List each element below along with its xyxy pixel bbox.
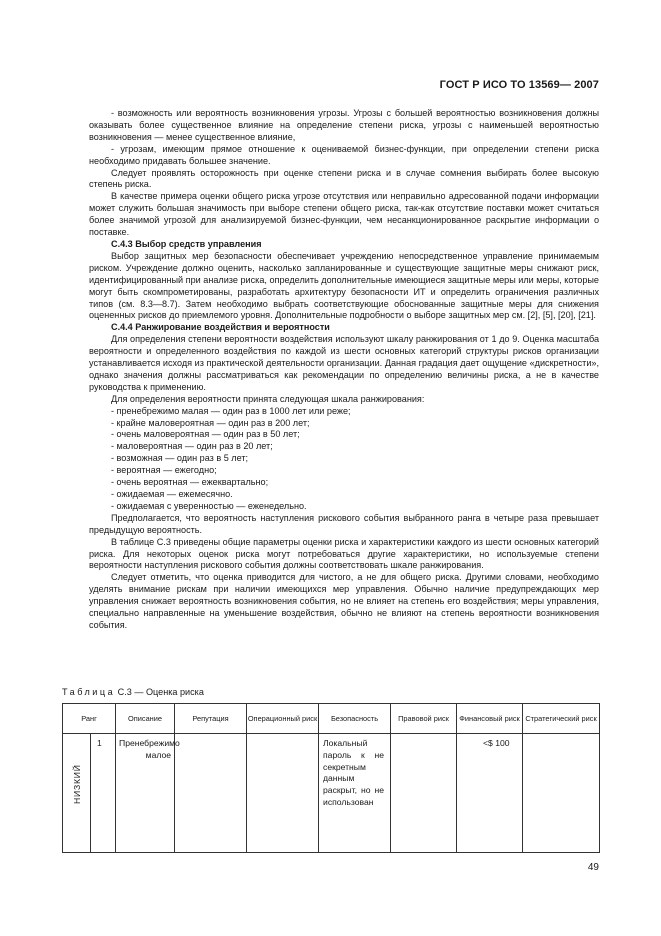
paragraph: Выбор защитных мер безопасности обеспечивает учреждению непосредственное управление принимаемым риском. Учреждение должно оценить, насколько запланированные и существующие защитные меры снижают риск, идентифицированный при анализе риска, определить дополнительные имеющиеся защитные меры или меры, которые могут быть скомпрометированы, разработать архитектуру безопасности ИТ и определить ограничения различных типов (см. 8.3—8.7). Затем необходимо выбрать соответствующие обоснованные защитные меры для снижения оцененных рисков до приемлемого уровня. Дополнительные подробности о выборе защитных мер см. [2], [5], [20], [21]. (89, 250, 599, 321)
paragraph: В качестве примера оценки общего риска угрозе отсутствия или неправильно адресованной подачи информации может служить большая значимость при выборе степени общего риска, так-как отсутствие поставки может считаться более значимой угрозой для анализируемой бизнес-функции, чем несанкционированное раскрытие информации о поставке. (89, 191, 599, 238)
description-value: Пренебрежимо малое (119, 738, 180, 760)
header-security: Безопасность (319, 704, 391, 734)
strategic-cell (523, 734, 600, 853)
security-cell (319, 734, 391, 853)
header-legal-risk: Правовой риск (391, 704, 457, 734)
body-text (89, 108, 599, 632)
scale-item: - очень маловероятная — один раз в 50 лет; (111, 429, 300, 440)
financial-value: <$ 100 (483, 738, 510, 748)
header-operational-risk: Операционный риск (247, 704, 319, 734)
scale-item: - маловероятная — один раз в 20 лет; (111, 441, 273, 452)
scale-item: - пренебрежимо малая — один раз в 1000 лет или реже; (111, 405, 351, 416)
scale-item: - очень вероятная — ежеквартально; (111, 477, 269, 488)
header-financial-risk: Финансовый риск (457, 704, 523, 734)
risk-level-label: НИЗКИЙ (71, 764, 82, 804)
operational-value (247, 734, 318, 738)
scale-item: - вероятная — ежегодно; (111, 465, 217, 476)
paragraph: - возможность или вероятность возникновения угрозы. Угрозы с большей вероятностью возникновения должны оказывать более существенное влияние на определение степени риска, угрозы с наименьшей вероятностью возникновения — менее существенное влияние, (89, 108, 599, 142)
rank-value: 1 (97, 738, 102, 748)
scale-item: - ожидаемая с уверенностью — еженедельно. (111, 500, 307, 511)
paragraph: Следует отметить, что оценка приводится для чистого, а не для общего риска. Другими словами, необходимо уделять внимание рискам при наличии имеющихся мер управления. Обычно наличие предупреждающих мер управления снижает вероятность возникновения события, но не влияет на степень его воздействия; меры управления, специально направленные на уменьшение воздействия, обычно не влияют на степень вероятности возникновения события. (89, 572, 599, 630)
document-header: ГОСТ Р ИСО ТО 13569— 2007 (439, 79, 599, 91)
description-cell (116, 734, 180, 853)
header-description: Описание (116, 704, 175, 734)
strategic-value (523, 734, 599, 738)
section-heading: С.4.3 Выбор средств управления (111, 238, 262, 249)
scale-item: - ожидаемая — ежемесячно. (111, 489, 233, 499)
header-rank: Ранг (63, 704, 116, 734)
table-caption-prefix: Таблица (62, 687, 116, 697)
level-cell (63, 734, 91, 853)
table-row (63, 734, 600, 853)
header-strategic-risk: Стратегический риск (523, 704, 600, 734)
paragraph: В таблице С.3 приведены общие параметры оценки риска и характеристики каждого из шести основных категорий риска. Для некоторых оценок риска могут потребоваться другие характеристики, но используемые степени вероятности наступления рискового события должны соответствовать шкале ранжирования. (89, 536, 599, 571)
legal-value (391, 734, 456, 738)
reputation-value (175, 734, 246, 738)
risk-assessment-table (62, 703, 600, 853)
table-caption (62, 687, 204, 697)
paragraph: - угрозам, имеющим прямое отношение к оцениваемой бизнес-функции, при определении степени риска необходимо придавать большее значение. (89, 143, 599, 166)
paragraph: Следует проявлять осторожность при оценке степени риска и в случае сомнения выбирать более высокую степень риска. (89, 167, 599, 190)
rank-cell (91, 734, 116, 853)
financial-cell (457, 734, 523, 853)
reputation-cell (175, 734, 247, 853)
paragraph: Для определения степени вероятности воздействия используют шкалу ранжирования от 1 до 9. Оценка масштаба вероятности и определенного воздействия по каждой из шести основных категорий структуры рисков организации устанавливается исходя из практической деятельности организации. Данная градация дает ощущение «дискретности», однако значения должны рассматриваться как рекомендации по определению величины риска, а не в качестве руководства к применению. (89, 334, 599, 392)
scale-item: - возможная — один раз в 5 лет; (111, 453, 249, 464)
paragraph: Для определения вероятности принята следующая шкала ранжирования: (111, 393, 425, 404)
table-caption-title: С.3 — Оценка риска (115, 687, 204, 697)
scale-item: - крайне маловероятная — один раз в 200 лет; (111, 417, 310, 428)
section-heading: С.4.4 Ранжирование воздействия и вероятности (111, 322, 330, 333)
table-header-row (63, 704, 600, 734)
security-value: Локальный пароль к не секретным данным раскрыт, но не использован (323, 738, 385, 807)
operational-cell (247, 734, 319, 853)
page-number: 49 (587, 862, 599, 873)
header-reputation: Репутация (175, 704, 247, 734)
legal-cell (391, 734, 457, 853)
paragraph: Предполагается, что вероятность наступления рискового события выбранного ранга в четыре раза превышает предыдущую вероятность. (89, 512, 599, 535)
